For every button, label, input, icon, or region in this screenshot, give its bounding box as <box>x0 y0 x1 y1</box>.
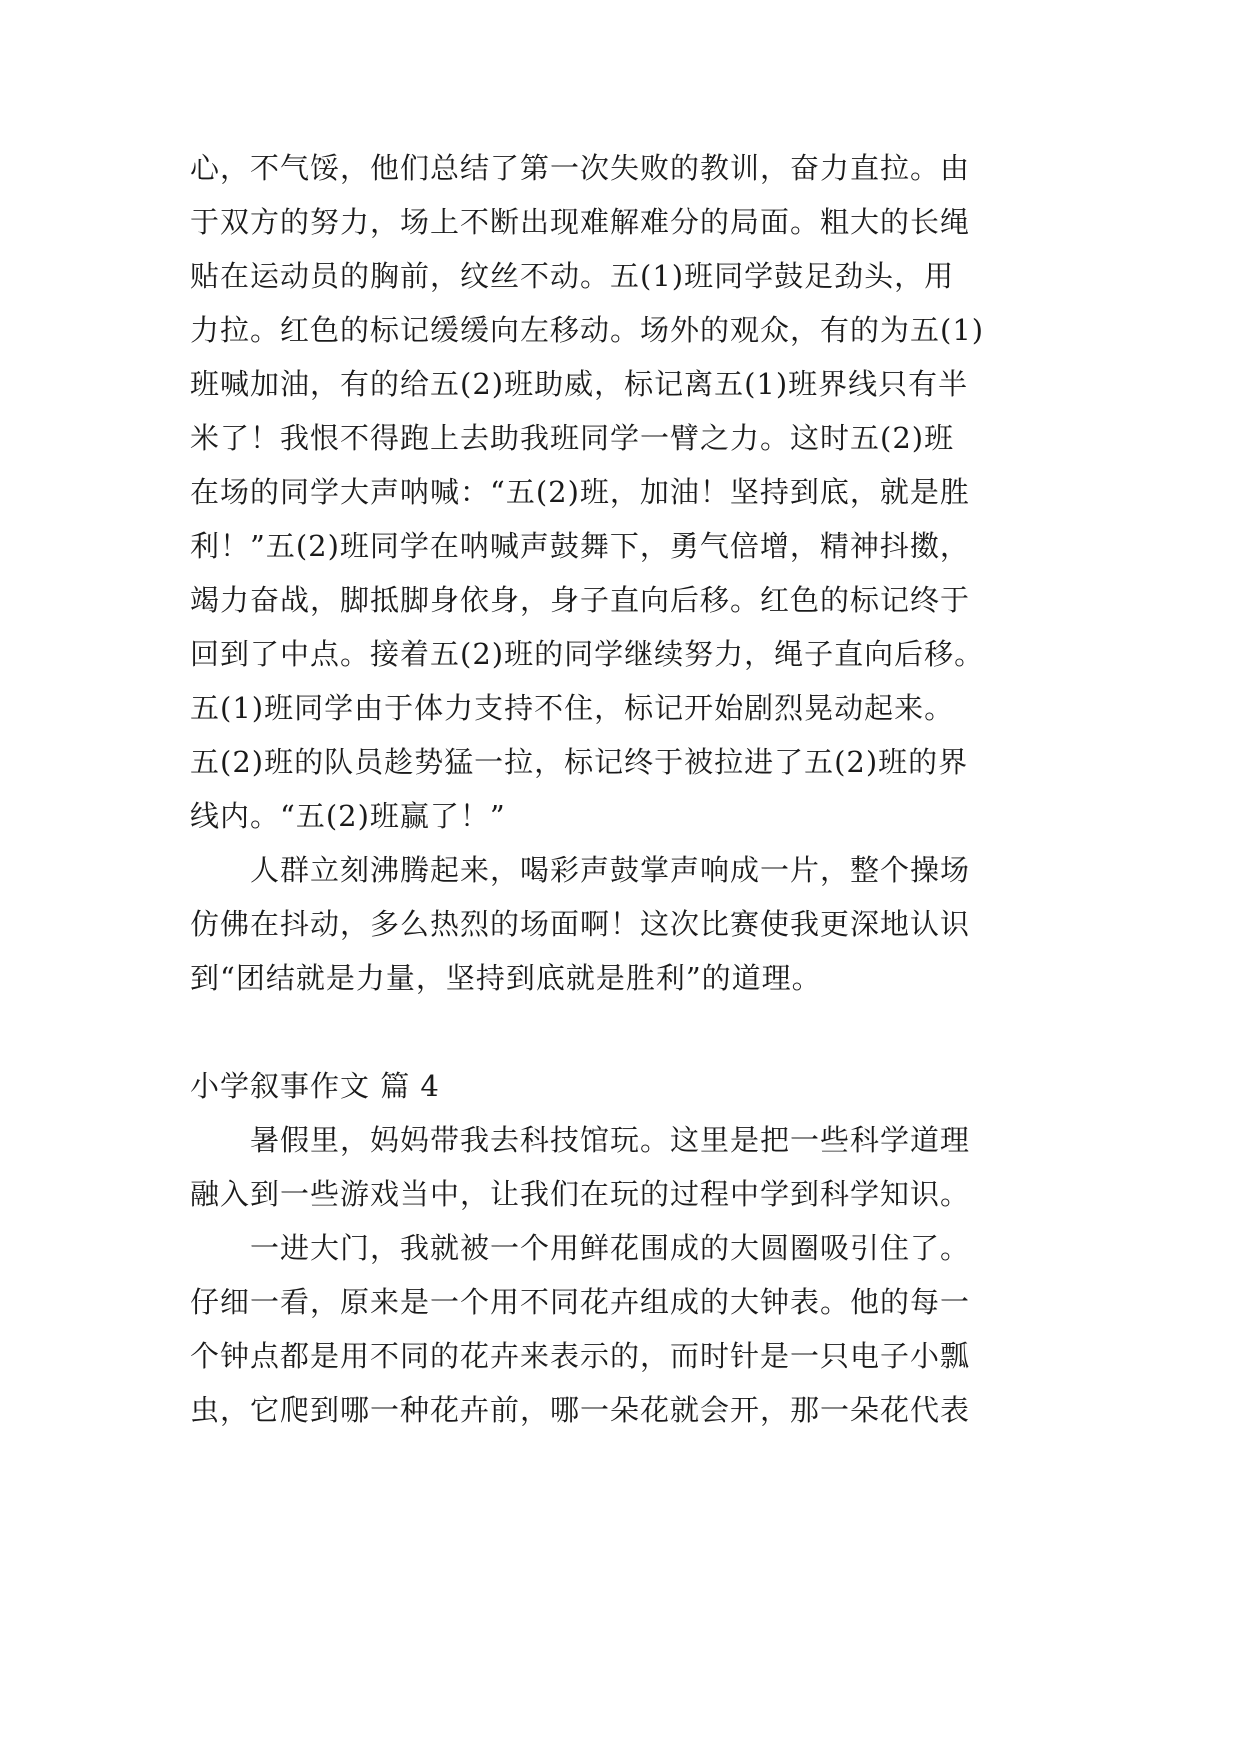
paragraph-line: 利！”五(2)班同学在呐喊声鼓舞下，勇气倍增，精神抖擞， <box>190 529 970 563</box>
paragraph-line: 融入到一些游戏当中，让我们在玩的过程中学到科学知识。 <box>190 1177 971 1211</box>
paragraph-line: 虫，它爬到哪一种花卉前，哪一朵花就会开，那一朵花代表 <box>190 1393 971 1427</box>
paragraph-line: 仿佛在抖动，多么热烈的场面啊！这次比赛使我更深地认识 <box>190 907 971 941</box>
paragraph-line: 线内。“五(2)班赢了！” <box>190 799 506 833</box>
paragraph-line: 力拉。红色的标记缓缓向左移动。场外的观众，有的为五(1) <box>190 313 985 347</box>
section-heading: 小学叙事作文 篇 4 <box>190 1069 440 1103</box>
paragraph-line: 于双方的努力，场上不断出现难解难分的局面。粗大的长绳 <box>190 205 971 239</box>
paragraph-line: 米了！我恨不得跑上去助我班同学一臂之力。这时五(2)班 <box>190 421 955 455</box>
paragraph-line: 五(1)班同学由于体力支持不住，标记开始剧烈晃动起来。 <box>190 691 955 725</box>
paragraph-line: 仔细一看，原来是一个用不同花卉组成的大钟表。他的每一 <box>190 1285 971 1319</box>
paragraph-line: 到“团结就是力量，坚持到底就是胜利”的道理。 <box>190 961 822 995</box>
paragraph-line: 贴在运动员的胸前，纹丝不动。五(1)班同学鼓足劲头，用 <box>190 259 955 293</box>
paragraph-line: 竭力奋战，脚抵脚身依身，身子直向后移。红色的标记终于 <box>190 583 971 617</box>
paragraph-line: 暑假里，妈妈带我去科技馆玩。这里是把一些科学道理 <box>250 1123 971 1157</box>
paragraph-line: 班喊加油，有的给五(2)班助威，标记离五(1)班界线只有半 <box>190 367 969 401</box>
paragraph-line: 在场的同学大声呐喊：“五(2)班，加油！坚持到底，就是胜 <box>190 475 970 509</box>
paragraph-line: 人群立刻沸腾起来，喝彩声鼓掌声响成一片，整个操场 <box>250 853 971 887</box>
paragraph-line: 个钟点都是用不同的花卉来表示的，而时针是一只电子小瓢 <box>190 1339 971 1373</box>
paragraph-line: 心，不气馁，他们总结了第一次失败的教训，奋力直拉。由 <box>190 151 971 185</box>
paragraph-line: 一进大门，我就被一个用鲜花围成的大圆圈吸引住了。 <box>250 1231 971 1265</box>
paragraph-line: 五(2)班的队员趁势猛一拉，标记终于被拉进了五(2)班的界 <box>190 745 969 779</box>
paragraph-line: 回到了中点。接着五(2)班的同学继续努力，绳子直向后移。 <box>190 637 985 671</box>
